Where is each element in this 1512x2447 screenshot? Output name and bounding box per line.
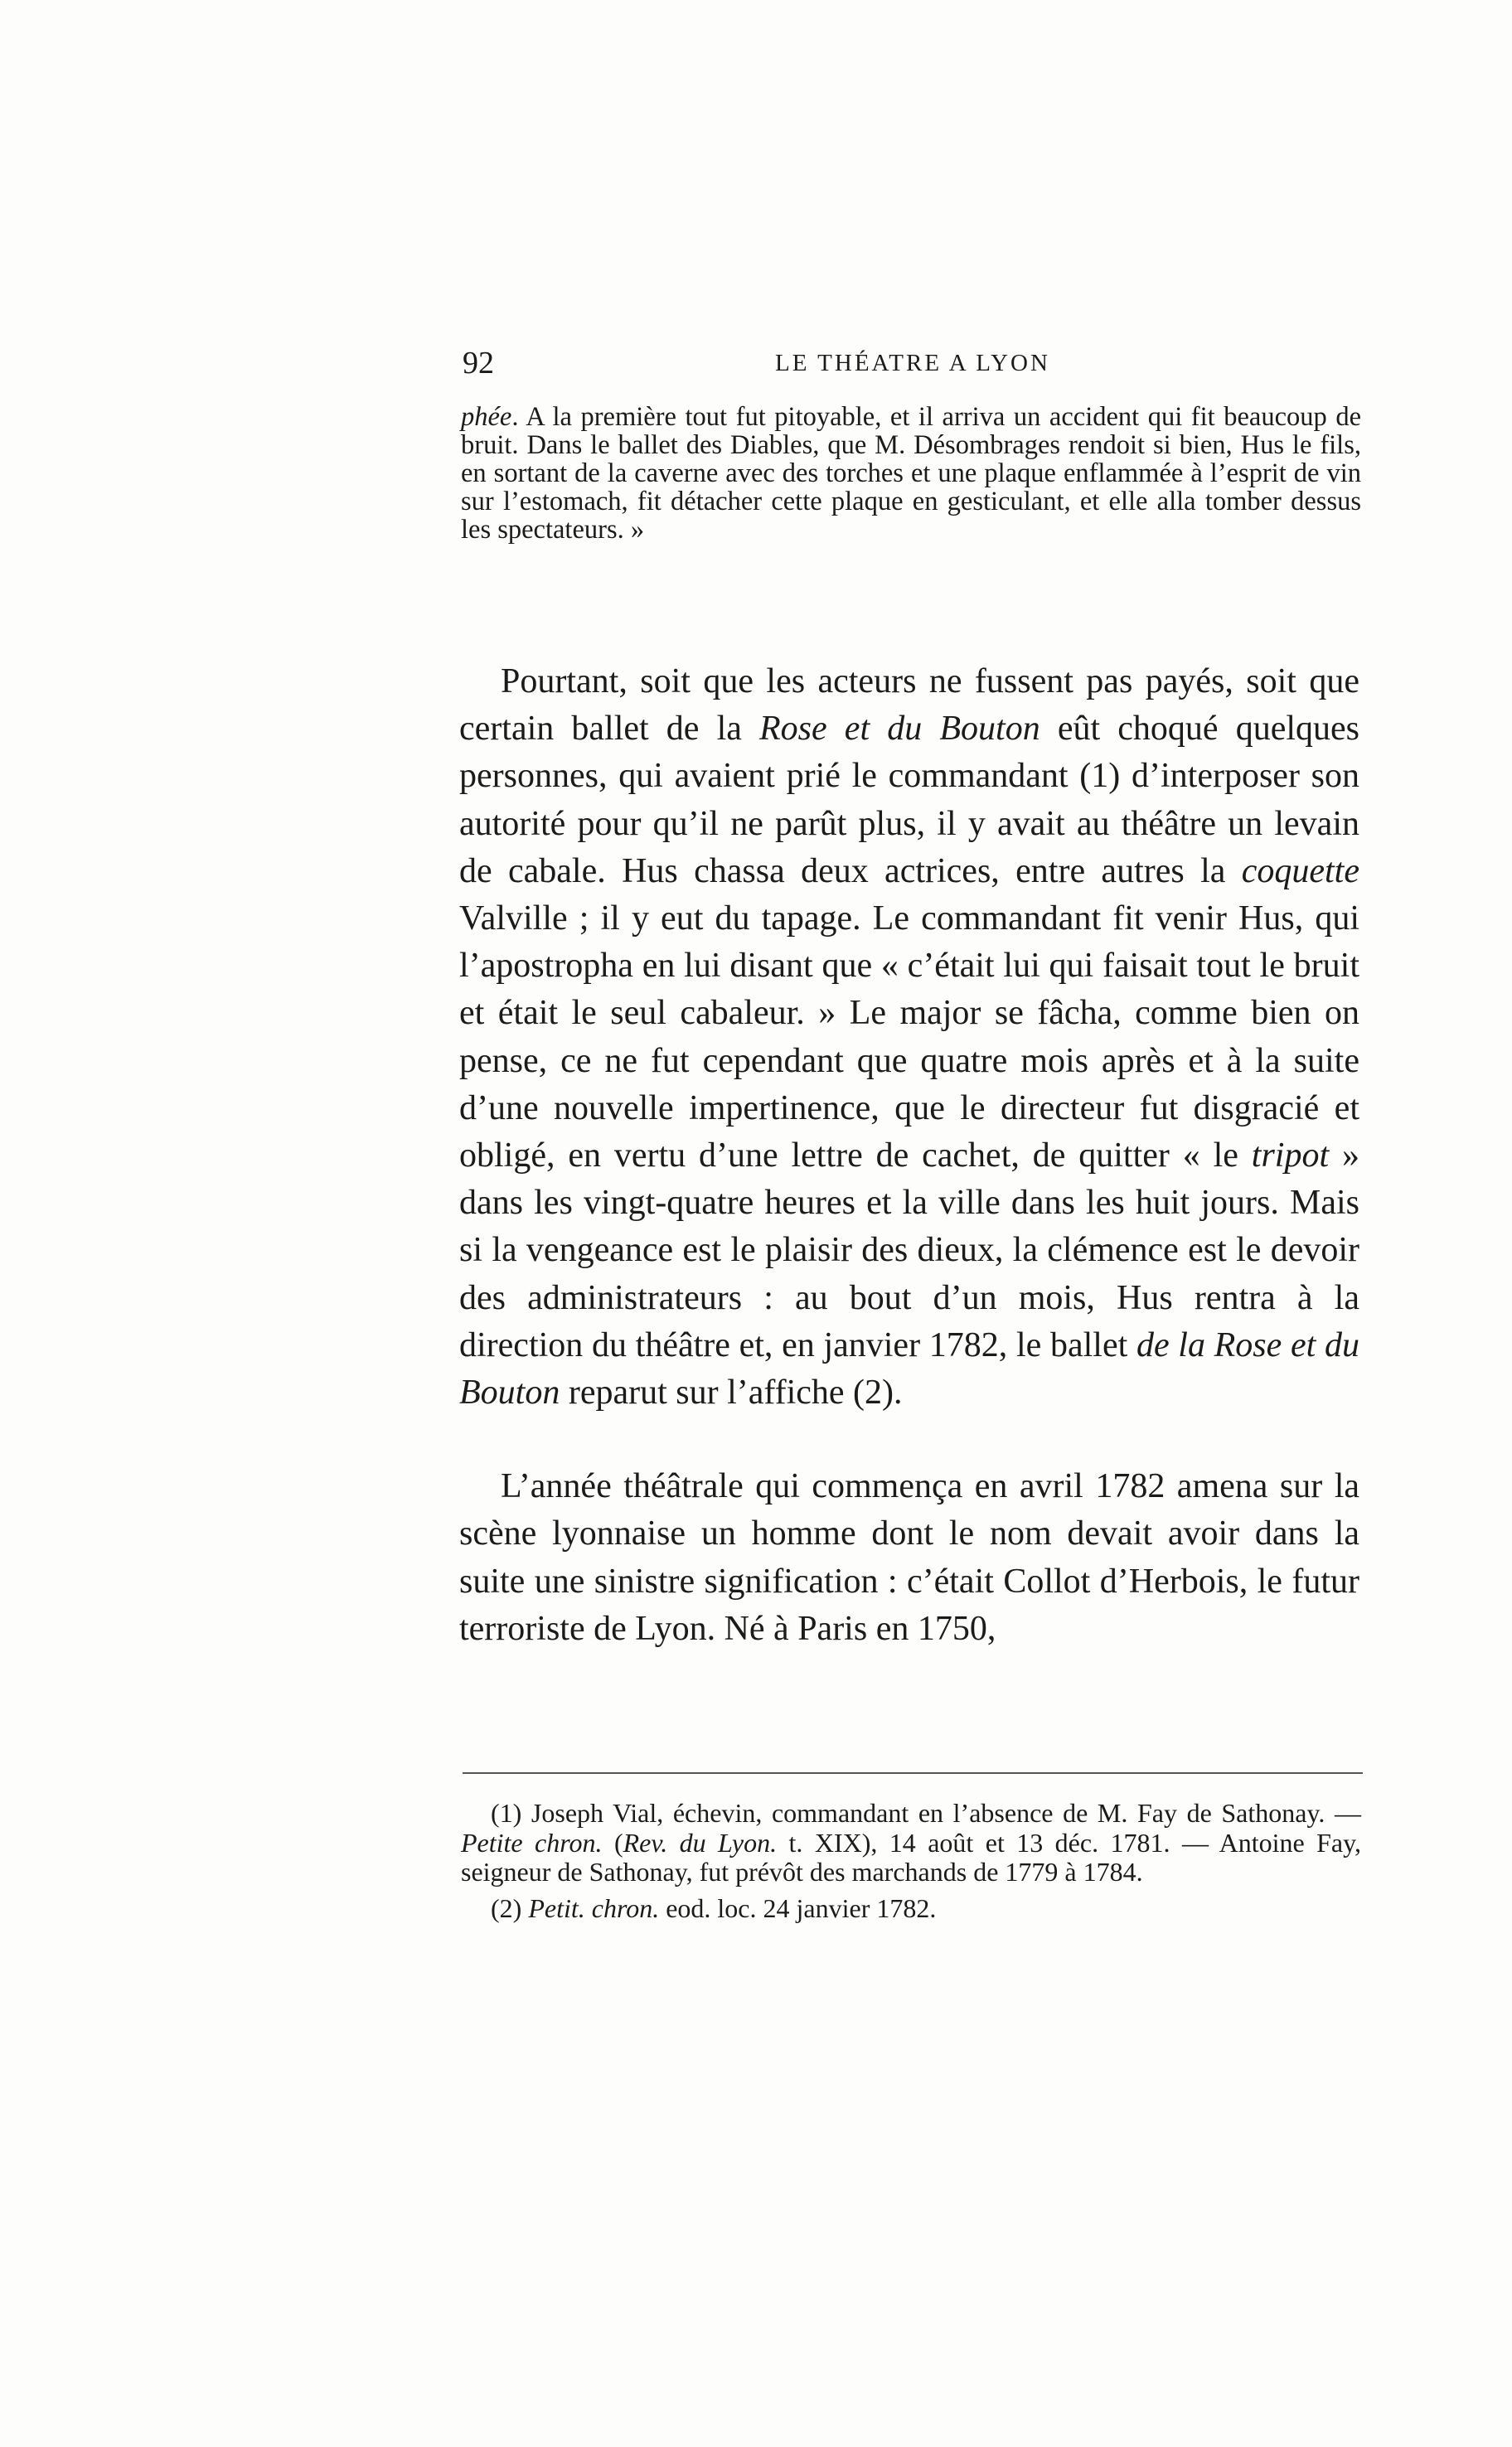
footnote-1 bbox=[461, 1799, 1361, 1887]
footnote-text: eod. loc. 24 janvier 1782. bbox=[659, 1892, 937, 1923]
running-title: LE THÉATRE A LYON bbox=[775, 350, 1050, 376]
italic-term: coquette bbox=[1241, 851, 1359, 890]
footnote-text: (1) Joseph Vial, échevin, commandant en l’absence de M. Fay de Sathonay. — bbox=[491, 1798, 1361, 1828]
quote-text: . A la première tout fut pitoyable, et il arriva un accident qui fit beaucoup de bruit. Dans le ballet des Diables, que M. Désombrages rendoit si bien, Hus le fils, en sortant de la caverne avec des torches et une plaque enflammée à l’esprit de vin sur l’estomach, fit détacher cette plaque en gesticulant, et elle alla tomber dessus les spectateurs. » bbox=[461, 402, 1361, 545]
footnote-divider bbox=[463, 1772, 1363, 1774]
paragraph-text: Valville ; il y eut du tapage. Le commandant fit venir Hus, qui l’apostropha en lui disant que « c’était lui qui faisait tout le bruit et était le seul cabaleur. » Le major se fâcha, comme bien on pense, ce ne fut cependant que quatre mois après et à la suite d’une nouvelle impertinence, que le directeur fut disgracié et obligé, en vertu d’une lettre de cachet, de quitter « le bbox=[459, 899, 1359, 1175]
footnote-2 bbox=[461, 1894, 1361, 1924]
footnote-text: t. XIX), 14 août et 13 déc. 1781. — Antoine Fay, seigneur de Sathonay, fut prévôt des marchands de 1779 à 1784. bbox=[461, 1827, 1362, 1887]
quote-italic-word: phée bbox=[461, 402, 512, 432]
footnote-text: ( bbox=[602, 1827, 623, 1858]
footnotes bbox=[461, 1799, 1361, 1923]
footnote-source-title: Rev. du Lyon. bbox=[623, 1827, 778, 1858]
main-text bbox=[459, 658, 1359, 1653]
italic-term: tripot bbox=[1251, 1136, 1330, 1175]
page-header bbox=[463, 345, 1363, 388]
footnote-source-title: Petite chron. bbox=[461, 1827, 603, 1858]
footnote-source-title: Petit. chron. bbox=[528, 1892, 660, 1923]
paragraph-text: reparut sur l’affiche (2). bbox=[560, 1374, 903, 1412]
paragraph-text: » dans les vingt-quatre heures et la ville dans les huit jours. Mais si la vengeance est le plaisir des dieux, la clémence est le devoir des administrateurs : au bout d’un mois, Hus rentra à la direction du théâtre et, en janvier 1782, le ballet bbox=[459, 1136, 1360, 1364]
paragraph-text: Pourtant, soit que les acteurs ne fussent pas payés, soit que certain ballet de la bbox=[459, 662, 1359, 749]
paragraph-cabale bbox=[459, 658, 1359, 1417]
footnote-text: (2) bbox=[491, 1892, 529, 1923]
paragraph-text: eût choqué quelques personnes, qui avaient prié le commandant (1) d’interposer son autorité pour qu’il ne parût plus, il y avait au théâtre un levain de cabale. Hus chassa deux actrices, entre autres la bbox=[459, 710, 1360, 890]
ballet-title: de la Rose et du Bouton bbox=[459, 1325, 1359, 1412]
paragraph-collot: L’année théâtrale qui commença en avril 1782 amena sur la scène lyonnaise un homme dont le nom devait avoir dans la suite une sinistre signification : c’était Collot d’Herbois, le futur terroriste de Lyon. Né à Paris en 1750, bbox=[459, 1467, 1359, 1648]
quotation-continuation bbox=[461, 403, 1361, 544]
page-number: 92 bbox=[463, 346, 494, 380]
ballet-title: Rose et du Bouton bbox=[759, 710, 1040, 749]
